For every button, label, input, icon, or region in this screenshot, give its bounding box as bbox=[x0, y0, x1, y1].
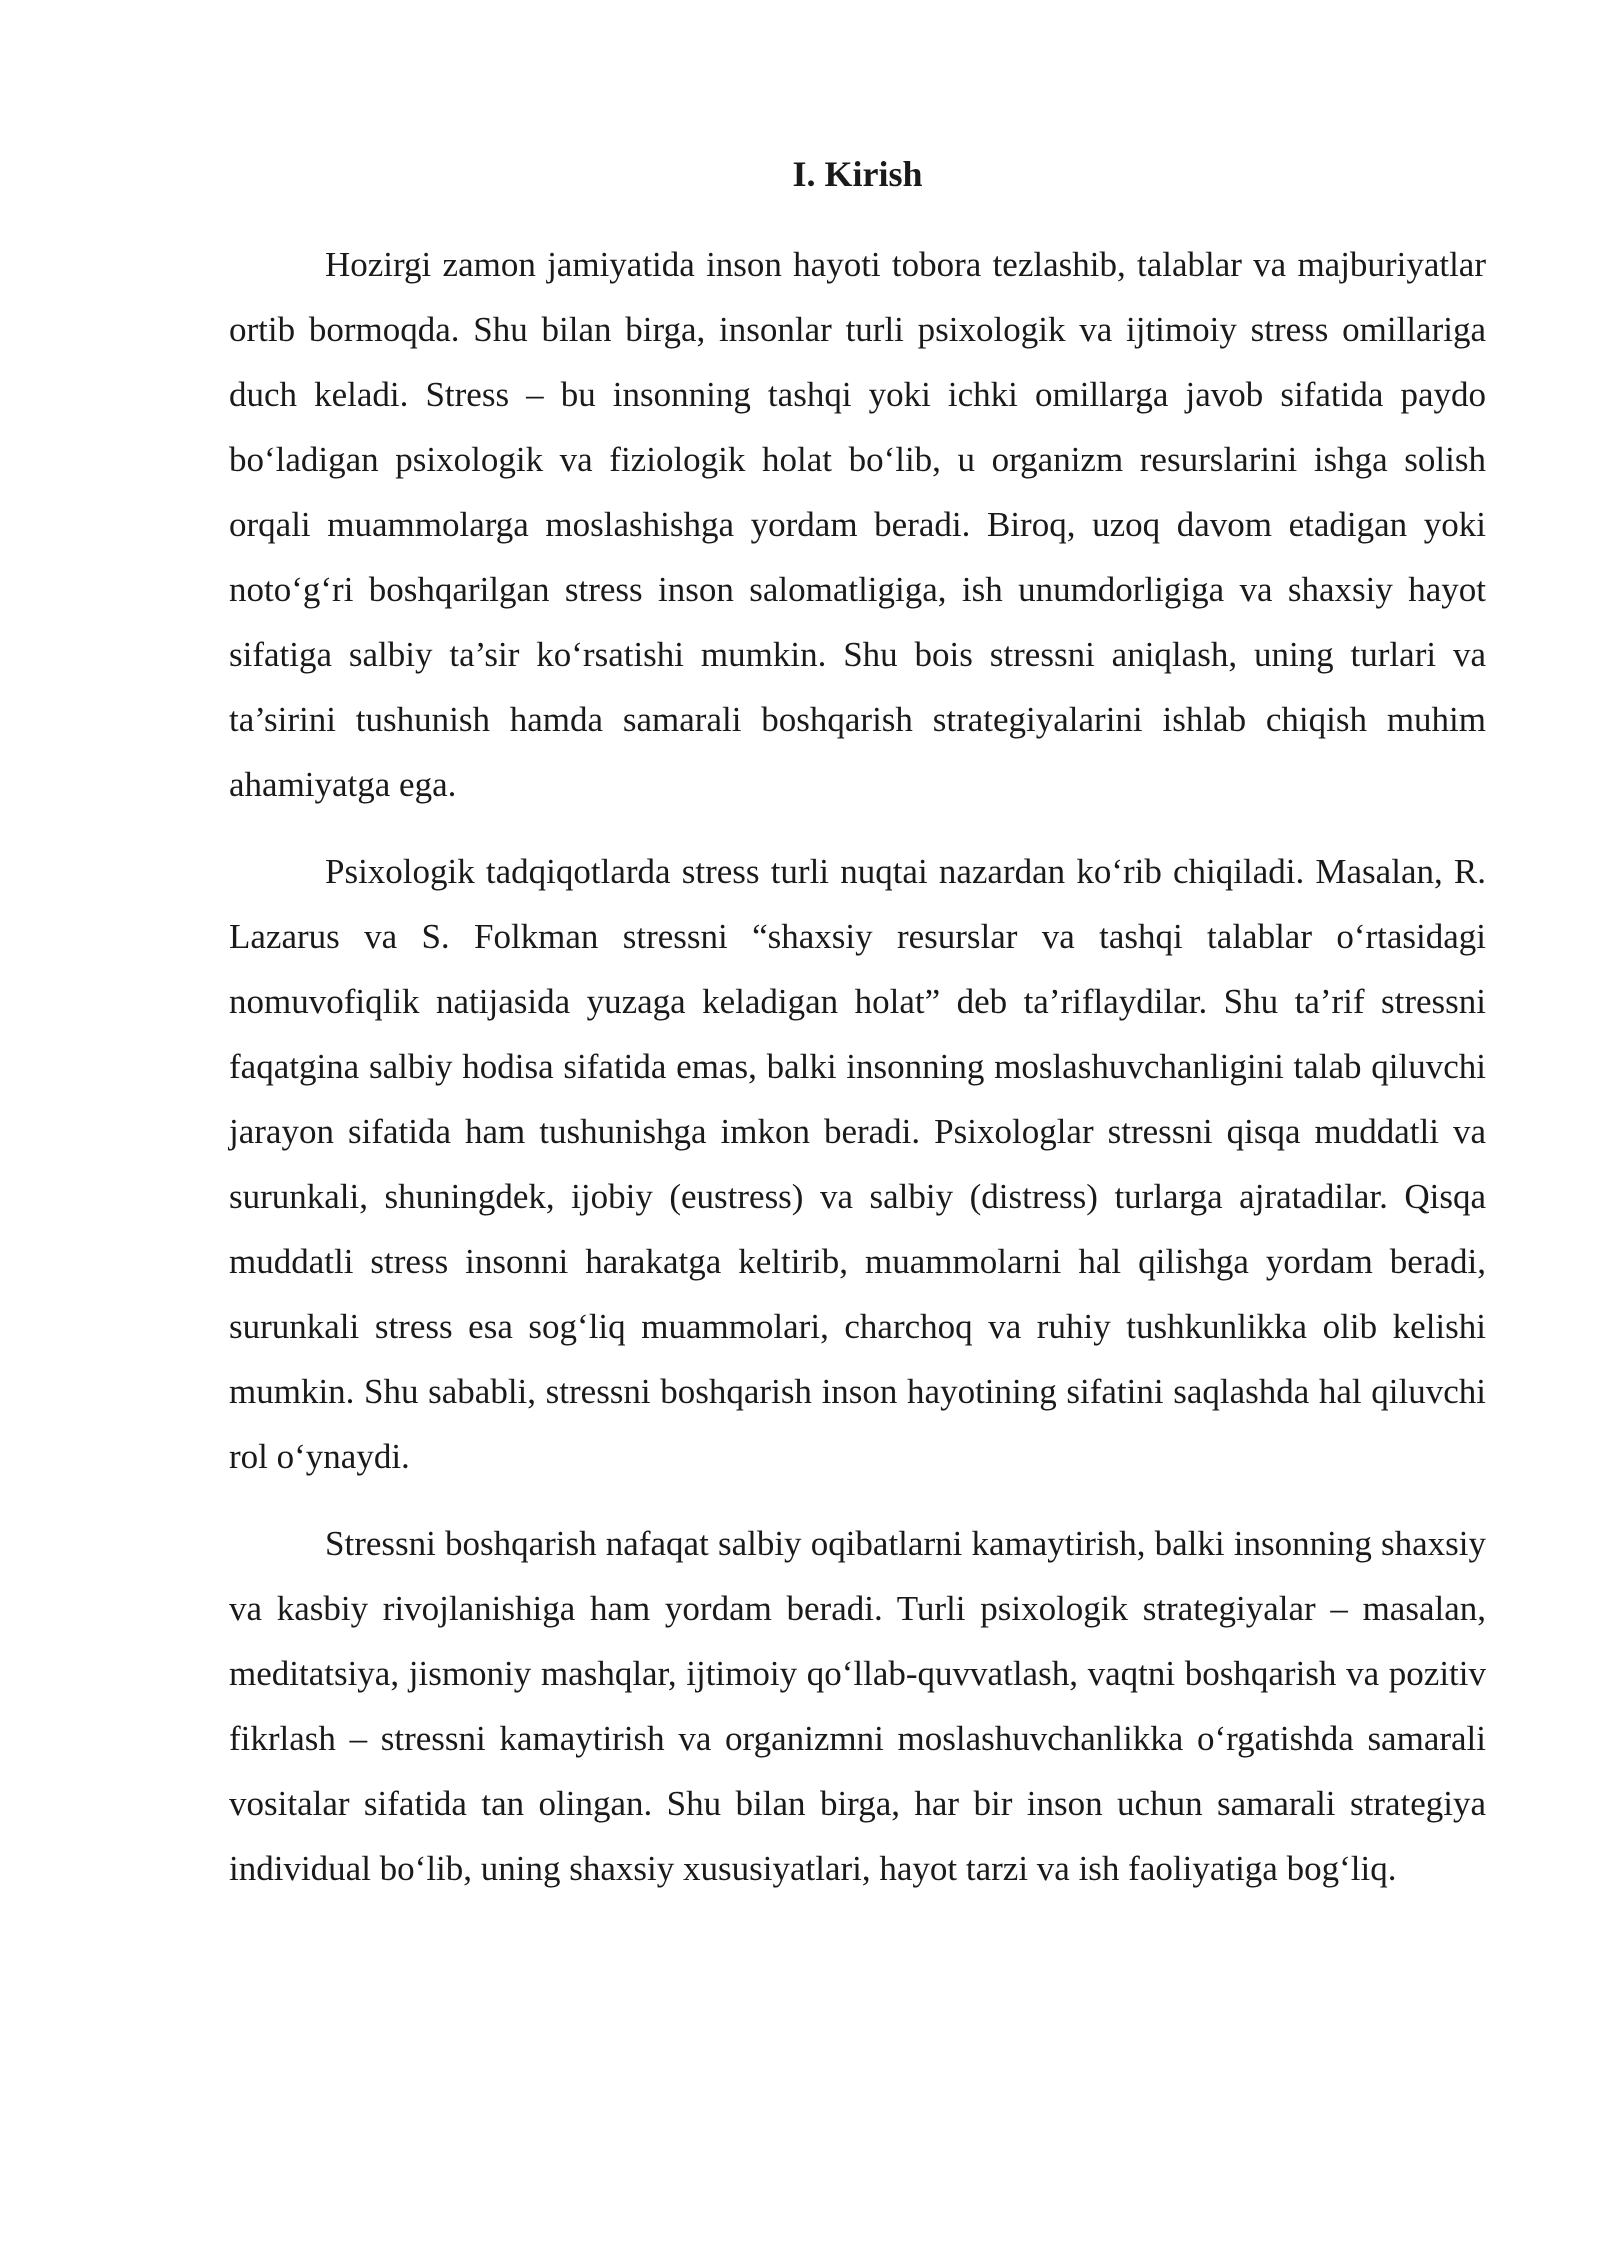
paragraph-3: Stressni boshqarish nafaqat salbiy oqibatlarni kamaytirish, balki insonning shaxsiy va kasbiy rivojlanishiga ham yordam beradi. Turli psixologik strategiyalar – masalan, meditatsiya, jismoniy mashqlar, ijtimoiy qo‘llab-quvvatlash, vaqtni boshqarish va pozitiv fikrlash – stressni kamaytirish va organizmni moslashuvchanlikka o‘rgatishda samarali vositalar sifatida tan olingan. Shu bilan birga, har bir inson uchun samarali strategiya individual bo‘lib, uning shaxsiy xususiyatlari, hayot tarzi va ish faoliyatiga bog‘liq. bbox=[229, 1524, 1486, 1888]
section-heading: I. Kirish bbox=[792, 154, 923, 194]
paragraph-1: Hozirgi zamon jamiyatida inson hayoti tobora tezlashib, talablar va majburiyatlar ortib bormoqda. Shu bilan birga, insonlar turli psixologik va ijtimoiy stress omillariga duch keladi. Stress – bu insonning tashqi yoki ichki omillarga javob sifatida paydo bo‘ladigan psixologik va fiziologik holat bo‘lib, u organizm resurslarini ishga solish orqali muammolarga moslashishga yordam beradi. Biroq, uzoq davom etadigan yoki noto‘g‘ri boshqarilgan stress inson salomatligiga, ish unumdorligiga va shaxsiy hayot sifatiga salbiy ta’sir ko‘rsatishi mumkin. Shu bois stressni aniqlash, uning turlari va ta’sirini tushunish hamda samarali boshqarish strategiyalarini ishlab chiqish muhim ahamiyatga ega. bbox=[229, 245, 1486, 804]
paragraph-2: Psixologik tadqiqotlarda stress turli nuqtai nazardan ko‘rib chiqiladi. Masalan, R. Lazarus va S. Folkman stressni “shaxsiy resurslar va tashqi talablar o‘rtasidagi nomuvofiqlik natijasida yuzaga keladigan holat” deb ta’riflaydilar. Shu ta’rif stressni faqatgina salbiy hodisa sifatida emas, balki insonning moslashuvchanligini talab qiluvchi jarayon sifatida ham tushunishga imkon beradi. Psixologlar stressni qisqa muddatli va surunkali, shuningdek, ijobiy (eustress) va salbiy (distress) turlarga ajratadilar. Qisqa muddatli stress insonni harakatga keltirib, muammolarni hal qilishga yordam beradi, surunkali stress esa sog‘liq muammolari, charchoq va ruhiy tushkunlikka olib kelishi mumkin. Shu sababli, stressni boshqarish inson hayotining sifatini saqlashda hal qiluvchi rol o‘ynaydi. bbox=[229, 852, 1486, 1476]
document-body bbox=[229, 150, 1486, 1923]
